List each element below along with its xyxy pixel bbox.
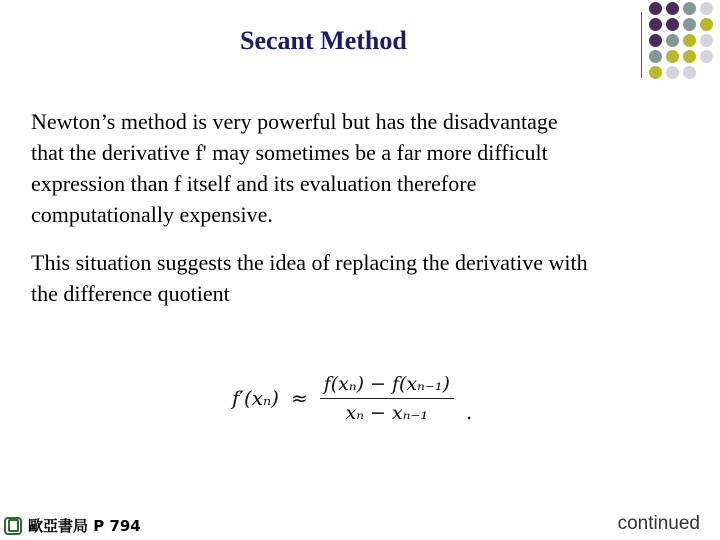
decor-dot bbox=[649, 66, 662, 79]
formula-approx-sign: ≈ bbox=[290, 386, 308, 410]
decor-dot bbox=[683, 66, 696, 79]
decor-dot bbox=[649, 2, 662, 15]
decor-dot bbox=[700, 18, 713, 31]
decor-dot bbox=[666, 66, 679, 79]
decor-dot bbox=[683, 50, 696, 63]
decor-dot bbox=[649, 18, 662, 31]
slide-title: Secant Method bbox=[240, 26, 407, 55]
formula-numerator: f(xₙ) − f(xₙ₋₁) bbox=[323, 372, 450, 395]
decor-dot bbox=[700, 34, 713, 47]
decor-dot bbox=[700, 50, 713, 63]
decor-dot bbox=[683, 18, 696, 31]
decor-dot bbox=[666, 50, 679, 63]
decor-dot bbox=[649, 50, 662, 63]
decor-dot bbox=[666, 18, 679, 31]
publisher-logo-icon bbox=[4, 517, 22, 535]
footer-publisher bbox=[4, 515, 141, 536]
formula-lhs: f′(xₙ) bbox=[232, 386, 279, 410]
paragraph-difference-quotient: This situation suggests the idea of replacing the derivative with the difference quotient bbox=[31, 250, 588, 306]
paragraph-newton-disadvantage: Newton’s method is very powerful but has the disadvantage that the derivative f' may sometimes be a far more difficult expression than f itself and its evaluation therefore computationally expensive. bbox=[31, 109, 558, 227]
decor-dot bbox=[666, 34, 679, 47]
formula-period: . bbox=[465, 400, 473, 424]
divider-line bbox=[641, 12, 642, 78]
decor-dot bbox=[649, 34, 662, 47]
continued-label: continued bbox=[617, 513, 700, 534]
formula-fraction bbox=[320, 373, 454, 424]
publisher-page-label: 歐亞書局 P 794 bbox=[28, 517, 141, 535]
secant-formula bbox=[232, 372, 472, 424]
decor-dot bbox=[700, 2, 713, 15]
formula-denominator: xₙ − xₙ₋₁ bbox=[345, 401, 429, 424]
decor-dot bbox=[683, 34, 696, 47]
decor-dot bbox=[683, 2, 696, 15]
decor-dot bbox=[666, 2, 679, 15]
